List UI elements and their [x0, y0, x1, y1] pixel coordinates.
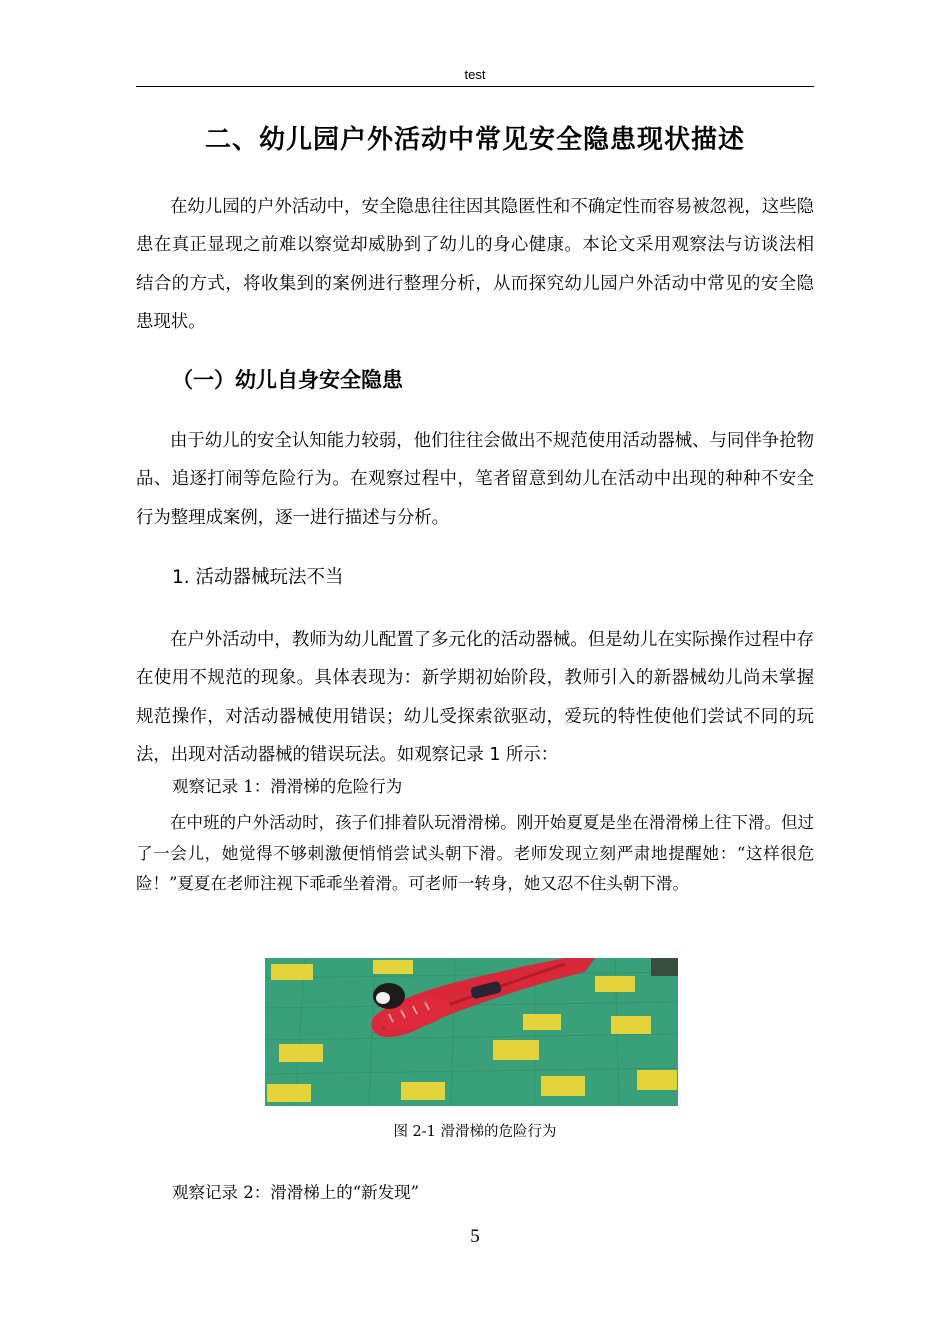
- observation-1-title: 观察记录 1：滑滑梯的危险行为: [172, 777, 403, 796]
- section-paragraph: 由于幼儿的安全认知能力较弱，他们往往会做出不规范使用活动器械、与同伴争抢物品、追逐打闹等危险行为。在观察过程中，笔者留意到幼儿在活动中出现的种种不安全行为整理成案例，逐一进行描述与分析。: [136, 431, 814, 528]
- figure-caption: 图 2-1 滑滑梯的危险行为: [393, 1124, 557, 1140]
- chapter-title: 二、幼儿园户外活动中常见安全隐患现状描述: [204, 125, 745, 155]
- page-number: 5: [470, 1226, 480, 1247]
- section-title: （一）幼儿自身安全隐患: [172, 368, 403, 392]
- page-header: test: [464, 67, 486, 82]
- slide-photo: [265, 958, 678, 1106]
- subsection-title: 1. 活动器械玩法不当: [172, 567, 344, 588]
- observation-2-title: 观察记录 2：滑滑梯上的“新发现”: [172, 1183, 420, 1202]
- observation-1-text: 在中班的户外活动时，孩子们排着队玩滑滑梯。刚开始夏夏是坐在滑滑梯上往下滑。但过了一会儿，她觉得不够刺激便悄悄尝试头朝下滑。老师发现立刻严肃地提醒她：“这样很危险！”夏夏在老师注视下乖乖坐着滑。可老师一转身，她又忍不住头朝下滑。: [136, 813, 814, 894]
- subsection-paragraph: 在户外活动中，教师为幼儿配置了多元化的活动器械。但是幼儿在实际操作过程中存在使用不规范的现象。具体表现为：新学期初始阶段，教师引入的新器械幼儿尚未掌握规范操作，对活动器械使用错误；幼儿受探索欲驱动，爱玩的特性使他们尝试不同的玩法，出现对活动器械的错误玩法。如观察记录 1 所示：: [136, 630, 814, 766]
- header-divider: [136, 86, 814, 87]
- intro-paragraph: 在幼儿园的户外活动中，安全隐患往往因其隐匿性和不确定性而容易被忽视，这些隐患在真正显现之前难以察觉却威胁到了幼儿的身心健康。本论文采用观察法与访谈法相结合的方式，将收集到的案例进行整理分析，从而探究幼儿园户外活动中常见的安全隐患现状。: [136, 197, 814, 333]
